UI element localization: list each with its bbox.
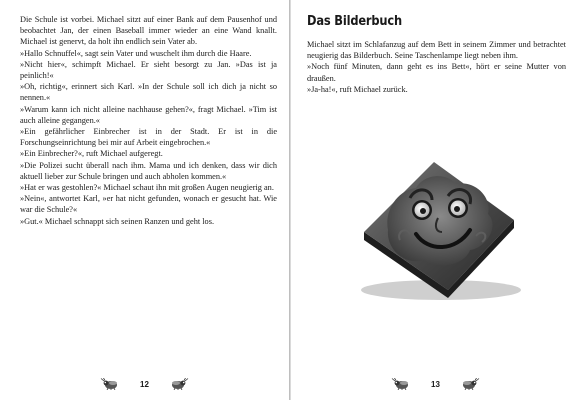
paragraph: Michael sitzt im Schlafanzug auf dem Bett in seinem Zimmer und betrachtet neugierig das Bilderbuch. Seine Taschenlampe liegt neben ihm. <box>307 40 566 61</box>
bug-icon <box>100 378 122 390</box>
chapter-title: Das Bilderbuch <box>307 14 402 29</box>
paragraph: »Oh, richtig«, erinnert sich Karl. »In der Schule soll ich dich ja nicht so nennen.« <box>20 82 277 103</box>
bug-icon <box>458 378 480 390</box>
left-page-text <box>20 14 277 227</box>
paragraph: »Warum kann ich nicht alleine nachhause gehen?«, fragt Michael. »Tim ist auch alleine gegangen.« <box>20 104 277 125</box>
page-number: 12 <box>140 379 149 389</box>
page-footer <box>291 378 580 390</box>
paragraph: »Gut.« Michael schnappt sich seinen Ranzen und geht los. <box>20 216 215 226</box>
bug-icon <box>167 378 189 390</box>
paragraph: »Die Polizei sucht überall nach ihm. Mama und ich denken, dass wir dich aktuell lieber zur Schule bringen und auch abholen kommen.« <box>20 160 277 181</box>
right-page <box>291 0 580 400</box>
page-number: 13 <box>431 379 440 389</box>
paragraph: »Nicht hier«, schimpft Michael. Er sieht besorgt zu Jan. »Das ist ja peinlich!« <box>20 59 277 81</box>
smiling-picture-book-illustration <box>336 140 536 310</box>
paragraph: »Hat er was gestohlen?« Michael schaut ihn mit großen Augen neugierig an. <box>20 183 274 193</box>
paragraph: »Ein gefährlicher Einbrecher ist in der Stadt. Er ist in die Forschungseinrichtung bei mir auf Arbeit eingebrochen.« <box>20 127 277 148</box>
right-page-text <box>307 39 566 95</box>
page-footer <box>0 378 289 390</box>
left-page <box>0 0 289 400</box>
paragraph: »Ein Einbrecher?«, ruft Michael aufgeregt. <box>20 149 163 159</box>
paragraph: »Hallo Schnuffel«, sagt sein Vater und wuschelt ihm durch die Haare. <box>20 48 252 58</box>
paragraph: »Ja-ha!«, ruft Michael zurück. <box>307 84 408 94</box>
paragraph: Die Schule ist vorbei. Michael sitzt auf einer Bank auf dem Pausenhof und beobachtet Jan, der einen Baseball immer wieder an eine Wand knallt. Michael ist genervt, da holt ihn endlich sein Vater ab. <box>20 15 277 47</box>
paragraph: »Noch fünf Minuten, dann geht es ins Bett«, hört er seine Mutter von draußen. <box>307 62 566 83</box>
bug-icon <box>391 378 413 390</box>
paragraph: »Nein«, antwortet Karl, »er hat nicht gefunden, wonach er gesucht hat. Wie war die Schule?« <box>20 194 277 215</box>
